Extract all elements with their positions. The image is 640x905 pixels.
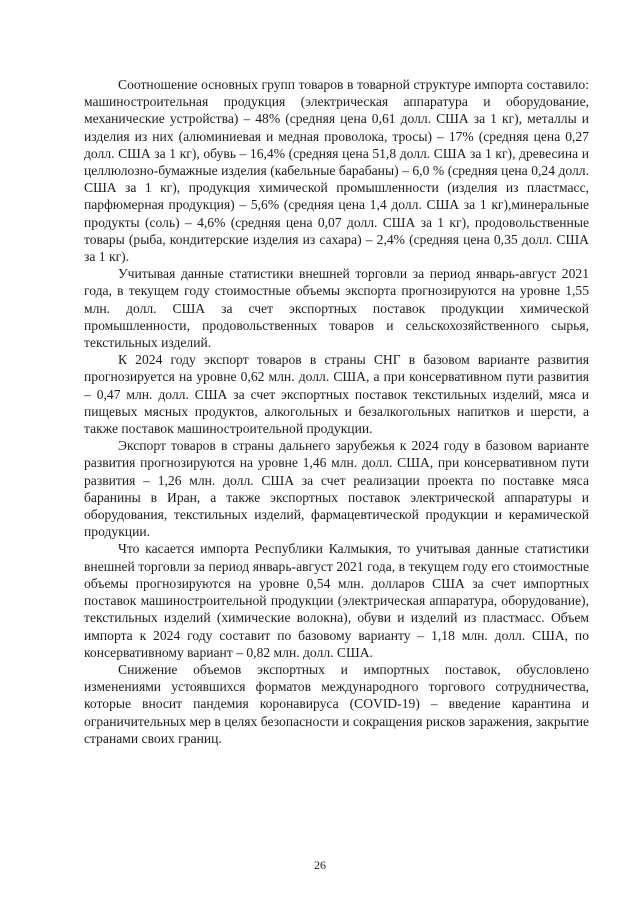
document-body	[84, 76, 589, 747]
paragraph-import-structure: Соотношение основных групп товаров в товарной структуре импорта составило: машиностроительная продукция (электрическая аппаратура и оборудование, механические устройства) – 48% (средняя цена 0,61 долл. США за 1 кг), металлы и изделия из них (алюминиевая и медная проволока, тросы) – 17% (средняя цена 0,27 долл. США за 1 кг), обувь – 16,4% (средняя цена 51,8 долл. США за 1 кг), древесина и целлюлозно-бумажные изделия (кабельные барабаны) – 6,0 % (средняя цена 0,24 долл. США за 1 кг), продукция химической промышленности (изделия из пластмасс, парфюмерная продукция) – 5,6% (средняя цена 1,4 долл. США за 1 кг),минеральные продукты (соль) – 4,6% (средняя цена 0,07 долл. США за 1 кг), продовольственные товары (рыба, кондитерские изделия из сахара) – 2,4% (средняя цена 0,35 долл. США за 1 кг).	[84, 77, 589, 265]
paragraph-export-cis-2024: К 2024 году экспорт товаров в страны СНГ в базовом варианте развития прогнозируется на уровне 0,62 млн. долл. США, а при консервативном пути развития – 0,47 млн. долл. США за счет экспортных поставок текстильных изделий, мяса и пищевых мясных продуктов, алкогольных и безалкогольных напитков и шерсти, а также поставок машиностроительной продукции.	[84, 352, 589, 437]
paragraph-export-far-abroad-2024: Экспорт товаров в страны дальнего зарубежья к 2024 году в базовом варианте развития прогнозируются на уровне 1,46 млн. долл. США, при консервативном пути развития – 1,26 млн. долл. США за счет реализации проекта по поставке мяса баранины в Иран, а также экспортных поставок электрической аппаратуры и оборудования, текстильных изделий, фармацевтической продукции и керамической продукции.	[84, 438, 589, 540]
page-number: 26	[314, 858, 326, 872]
paragraph-import-kalmykia: Что касается импорта Республики Калмыкия, то учитывая данные статистики внешней торговли за период январь-август 2021 года, в текущем году его стоимостные объемы прогнозируются на уровне 0,54 млн. долларов США за счет импортных поставок машиностроительной продукции (электрическая аппаратура, оборудование), текстильных изделий (химические волокна), обуви и изделий из пластмасс. Объем импорта к 2024 году составит по базовому варианту – 1,18 млн. долл. США, по консервативному вариант – 0,82 млн. долл. США.	[84, 541, 589, 660]
paragraph-export-forecast-2021: Учитывая данные статистики внешней торговли за период январь-август 2021 года, в текущем году стоимостные объемы экспорта прогнозируются на уровне 1,55 млн. долл. США за счет экспортных поставок продукции химической промышленности, продовольственных товаров и сельскохозяйственного сырья, текстильных изделий.	[84, 266, 589, 351]
paragraph-decline-reasons: Снижение объемов экспортных и импортных поставок, обусловлено изменениями устоявшихся форматов международного торгового сотрудничества, которые вносит пандемия коронавируса (COVID-19) – введение карантина и ограничительных мер в целях безопасности и сокращения рисков заражения, закрытие странами своих границ.	[84, 661, 589, 746]
